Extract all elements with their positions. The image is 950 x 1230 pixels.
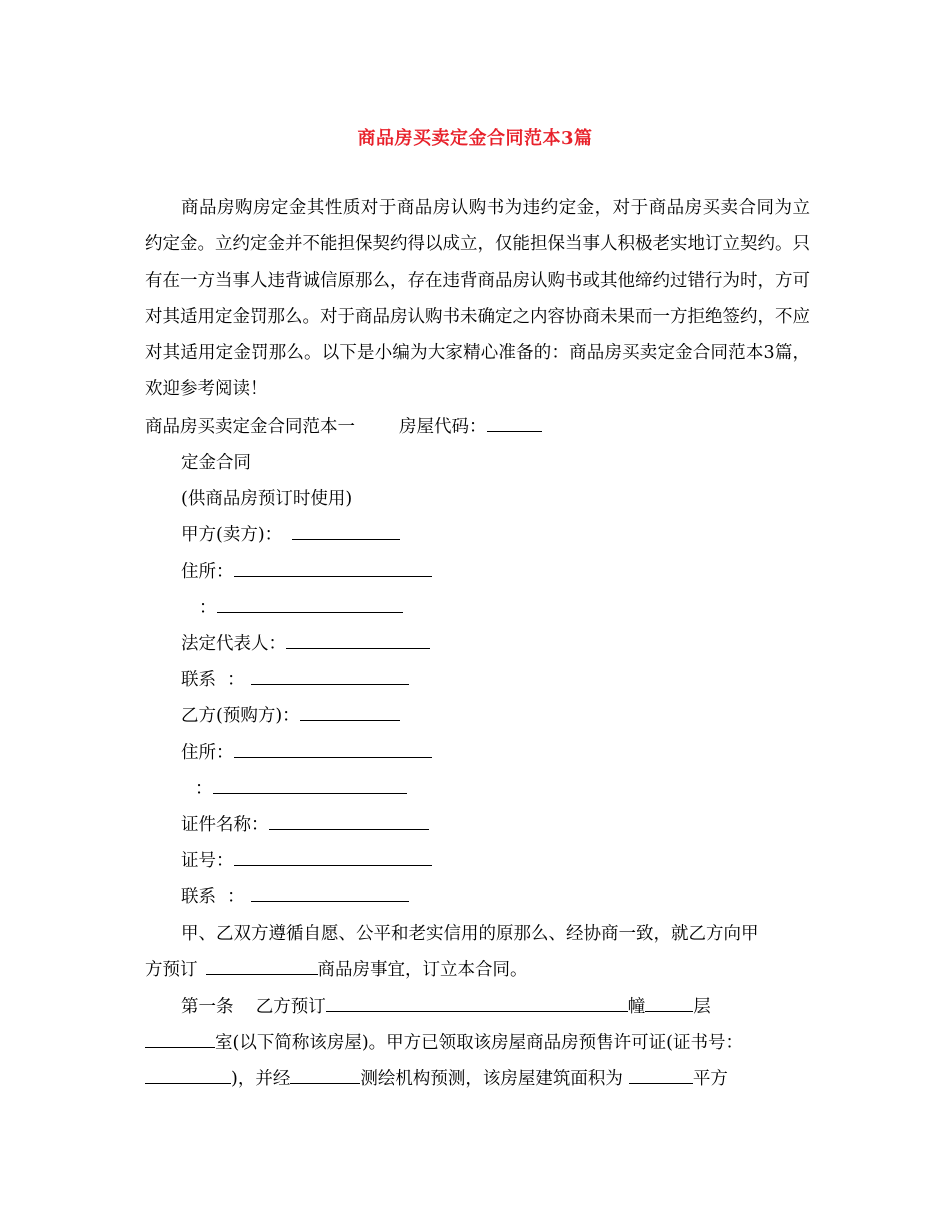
party-a-blank xyxy=(292,525,400,540)
agreement-paragraph-line-2 xyxy=(145,959,528,981)
id-type-line xyxy=(181,814,429,836)
house-code-label: 房屋代码： xyxy=(399,417,487,437)
article1-b: 幢 xyxy=(627,997,646,1017)
article1-a: 第一条 乙方预订 xyxy=(181,997,326,1017)
article1-c: 层 xyxy=(693,997,711,1017)
id-number-line xyxy=(181,850,432,872)
article1-floor-blank xyxy=(645,997,693,1012)
colon-a-blank xyxy=(217,598,403,613)
article1-e: )，并经 xyxy=(231,1069,291,1089)
colon-a-line xyxy=(199,597,403,619)
document-title: 商品房买卖定金合同范本3篇 xyxy=(357,128,593,149)
contact-a-line xyxy=(181,669,409,691)
id-type-label: 证件名称： xyxy=(181,815,269,835)
article1-area-blank xyxy=(629,1069,693,1084)
id-number-label: 证号： xyxy=(181,851,234,871)
contact-a-blank xyxy=(251,670,409,685)
party-b-line xyxy=(181,705,400,727)
colon-a: ： xyxy=(199,598,217,618)
agreement-paragraph-line-1: 甲、乙双方遵循自愿、公平和老实信用的原那么、经协商一致，就乙方向甲 xyxy=(181,924,759,944)
usage-note: (供商品房预订时使用) xyxy=(181,489,353,509)
address-a-blank xyxy=(234,562,432,577)
contract-name: 定金合同 xyxy=(181,453,251,473)
party-b-blank xyxy=(300,706,400,721)
article1-cert-blank xyxy=(145,1069,231,1084)
address-a-line xyxy=(181,561,432,583)
address-label-b: 住所： xyxy=(181,743,234,763)
intro-paragraph: 商品房购房定金其性质对于商品房认购书为违约定金，对于商品房买卖合同为立约定金。立约定金并不能担保契约得以成立，仅能担保当事人积极老实地订立契约。只有在一方当事人违背诚信原那么，存在违背商品房认购书或其他缔约过错行为时，方可对其适用定金罚那么。对于商品房认购书未确定之内容协商未果而一方拒绝签约，不应对其适用定金罚那么。以下是小编为大家精心准备的：商品房买卖定金合同范本3篇，欢迎参考阅读！ xyxy=(145,198,810,400)
address-label-a: 住所： xyxy=(181,562,234,582)
agreement-blank xyxy=(206,960,318,975)
legal-rep-blank xyxy=(286,634,430,649)
address-b-line xyxy=(181,742,432,764)
section-heading-line xyxy=(145,416,542,438)
article1-d: 室(以下简称该房屋)。甲方已领取该房屋商品房预售许可证(证书号： xyxy=(215,1033,743,1053)
agreement-p2-a: 方预订 xyxy=(145,960,198,980)
id-type-blank xyxy=(269,815,429,830)
legal-rep-label: 法定代表人： xyxy=(181,634,286,654)
contact-b-blank xyxy=(251,887,409,902)
article-1-line-2 xyxy=(145,1032,743,1054)
colon-b-blank xyxy=(213,779,407,794)
article1-g: 平方 xyxy=(692,1069,728,1089)
party-a-label: 甲方(卖方)： xyxy=(181,525,283,545)
contact-b-line xyxy=(181,886,409,908)
contact-label-b: 联系 ： xyxy=(181,887,245,907)
colon-b-line xyxy=(195,778,407,800)
section-heading: 商品房买卖定金合同范本一 xyxy=(145,417,355,437)
id-number-blank xyxy=(234,851,432,866)
article1-building-blank xyxy=(326,997,628,1012)
article1-f: 测绘机构预测，该房屋建筑面积为 xyxy=(360,1069,623,1089)
article-1-line-3 xyxy=(145,1068,728,1090)
article1-agency-blank xyxy=(290,1069,360,1084)
article-1-line-1 xyxy=(181,996,711,1018)
house-code-blank xyxy=(487,417,542,432)
agreement-p2-b: 商品房事宜，订立本合同。 xyxy=(317,960,528,980)
address-b-blank xyxy=(234,743,432,758)
contact-label-a: 联系 ： xyxy=(181,670,245,690)
party-b-label: 乙方(预购方)： xyxy=(181,706,300,726)
article1-room-blank xyxy=(145,1033,215,1048)
legal-rep-line xyxy=(181,633,430,655)
party-a-line xyxy=(181,524,400,546)
colon-b: ： xyxy=(195,779,213,799)
